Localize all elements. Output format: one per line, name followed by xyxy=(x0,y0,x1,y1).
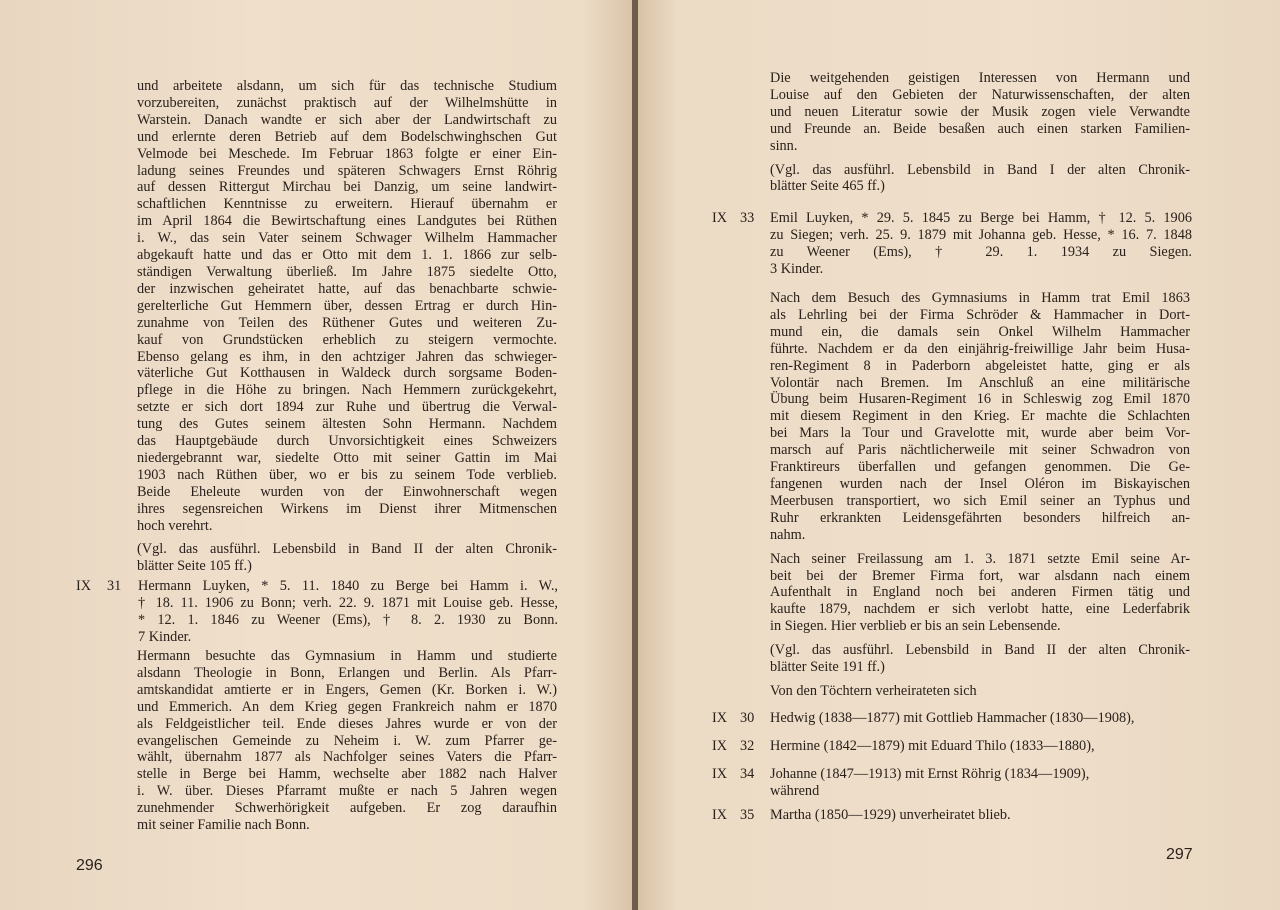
text-line: Hermann besuchte das Gymnasium in Hamm und studierte xyxy=(137,648,557,664)
text-line: in Siegen. Hier verblieb er bis an sein Lebensende. xyxy=(770,618,1061,635)
entry-text: Johanne (1847—1913) mit Ernst Röhrig (1834—1909), xyxy=(770,766,1090,782)
text-line: Beide Eheleute wurden von der Einwohnerschaft wegen xyxy=(137,483,557,500)
text-line: schaftlichen Kenntnisse zu erweitern. Hierauf übernahm er xyxy=(137,196,557,213)
text-line: blätter Seite 191 ff.) xyxy=(770,659,885,676)
text-line: Louise auf den Gebieten der Naturwissenschaften, der alten xyxy=(770,86,1190,103)
text-line: zu Weener (Ems), † 29. 1. 1934 zu Siegen. xyxy=(770,243,1192,260)
text-line: das Hauptgebäude durch Unvorsichtigkeit eines Schweizers xyxy=(137,433,557,450)
entry-generation: IX xyxy=(712,710,728,726)
entry-text: Hermine (1842—1879) mit Eduard Thilo (1833—1880), xyxy=(770,738,1095,754)
entry-generation: IX xyxy=(712,807,728,823)
text-line: vorzubereiten, zunächst praktisch auf der Wilhelmshütte in xyxy=(137,94,557,111)
text-line: kauf von Grundstücken erheblich zu steigern vermochte. xyxy=(137,331,557,348)
biography-paragraph xyxy=(770,290,1190,544)
text-line: fangenen wurden nach der Insel Oléron im Biskayischen xyxy=(770,475,1190,492)
text-line: mit diesem Regiment in den Krieg. Er machte die Schlachten xyxy=(770,408,1190,425)
biography-paragraph xyxy=(770,551,1190,636)
text-line: evangelischen Gemeinde zu Neheim i. W. zum Pfarrer ge- xyxy=(137,732,557,749)
text-line: abgekauft hatte und das er Otto mit dem 1. 1. 1866 zur selb- xyxy=(137,247,557,264)
text-line: † 18. 11. 1906 zu Bonn; verh. 22. 9. 1871 mit Louise geb. Hesse, xyxy=(138,594,558,611)
entry-text-continued: während xyxy=(770,782,820,799)
text-line: i. W. über. Dieses Pfarramt mußte er nach 5 Jahren wegen xyxy=(137,783,557,800)
left-text-column xyxy=(137,78,557,575)
text-line: Übung beim Husaren-Regiment 16 in Schleswig zog Emil 1870 xyxy=(770,391,1190,408)
text-line: 7 Kinder. xyxy=(138,628,192,645)
continuation-paragraph xyxy=(137,78,557,534)
text-line: Nach dem Besuch des Gymnasiums in Hamm trat Emil 1863 xyxy=(770,290,1190,306)
text-line: gerelterliche Gut Hemmern über, dessen Ertrag er durch Hin- xyxy=(137,297,557,314)
entry-heading xyxy=(138,578,558,646)
text-line: Aufenthalt in England noch bei anderen Firmen tätig und xyxy=(770,584,1190,601)
entry-text: Hedwig (1838—1877) mit Gottlieb Hammacher (1830—1908), xyxy=(770,710,1135,726)
text-line: wählt, übernahm 1877 als Nachfolger seines Vaters die Pfarr- xyxy=(137,749,557,766)
entry-generation: IX xyxy=(76,578,92,594)
text-line: (Vgl. das ausführl. Lebensbild in Band II der alten Chronik- xyxy=(770,642,1190,659)
entry-number: 35 xyxy=(740,807,755,823)
text-line: setzte er sich dort 1894 zur Ruhe und übertrug die Verwal- xyxy=(137,399,557,416)
text-line: Emil Luyken, * 29. 5. 1845 zu Berge bei Hamm, † 12. 5. 1906 xyxy=(770,210,1192,226)
entry-number: 31 xyxy=(107,578,122,594)
text-line: Ruhr erkrankten Leidensgefährten besonders hilfreich an- xyxy=(770,509,1190,526)
page-number: 297 xyxy=(1166,846,1193,863)
text-line: ihres segensreichen Wirkens im Dienst ihrer Mitmenschen xyxy=(137,500,557,517)
text-line: als Lehrling bei der Firma Schröder & Hammacher in Dort- xyxy=(770,306,1190,323)
right-page xyxy=(638,0,1280,910)
text-line: Hermann Luyken, * 5. 11. 1840 zu Berge bei Hamm i. W., xyxy=(138,578,558,594)
text-line: Velmode bei Meschede. Im Februar 1863 folgte er einer Ein- xyxy=(137,145,557,162)
text-line: beit bei der Bremer Firma fort, war alsdann nach einem xyxy=(770,567,1190,584)
text-line: Warstein. Danach wandte er sich aber der Landwirtschaft zu xyxy=(137,111,557,128)
text-line: amtskandidat amtierte er in Engers, Gemen (Kr. Borken i. W.) xyxy=(137,681,557,698)
entry-number: 34 xyxy=(740,766,755,782)
text-line: ren-Regiment 8 in Paderborn abgeleistet hatte, ging er als xyxy=(770,357,1190,374)
page-number: 296 xyxy=(76,857,103,874)
text-line: zu Siegen; verh. 25. 9. 1879 mit Johanna geb. Hesse, * 16. 7. 1848 xyxy=(770,226,1192,243)
text-line: ladung seines Freundes und späteren Schwagers Ernst Röhrig xyxy=(137,162,557,179)
entry-text: Martha (1850—1929) unverheiratet blieb. xyxy=(770,807,1011,823)
entry-number: 33 xyxy=(740,210,755,226)
entry-number: 30 xyxy=(740,710,755,726)
text-line: sinn. xyxy=(770,137,798,154)
text-line: Volontär nach Bremen. Im Anschluß an eine militärische xyxy=(770,374,1190,391)
text-line: kaufte 1879, nachdem er sich verlobt hatte, eine Lederfabrik xyxy=(770,601,1190,618)
text-line: stelle in Berge bei Hamm, wechselte aber 1882 nach Halver xyxy=(137,766,557,783)
biography-paragraph xyxy=(137,648,557,834)
daughters-intro: Von den Töchtern verheirateten sich xyxy=(770,682,977,699)
text-line: 1903 nach Rüthen über, wo er bis zu seinem Tode verblieb. xyxy=(137,466,557,483)
entry-generation: IX xyxy=(712,210,728,226)
entry-generation: IX xyxy=(712,766,728,782)
text-line: alsdann Theologie in Bonn, Erlangen und Berlin. Als Pfarr- xyxy=(137,664,557,681)
text-line: und Freunde an. Beide besaßen auch einen starken Familien- xyxy=(770,120,1190,137)
text-line: Franktireurs überfallen und gefangen genommen. Die Ge- xyxy=(770,459,1190,476)
text-line: zunahme von Teilen des Rüthener Gutes und weiteren Zu- xyxy=(137,314,557,331)
text-line: führte. Nachdem er da den einjährig-freiwillige Jahr beim Husa- xyxy=(770,340,1190,357)
text-line: blätter Seite 465 ff.) xyxy=(770,178,885,195)
reference-note xyxy=(137,541,557,575)
text-line: nahm. xyxy=(770,526,806,543)
text-line: i. W., das sein Vater seinem Schwager Wilhelm Hammacher xyxy=(137,230,557,247)
text-line: hoch verehrt. xyxy=(137,517,213,534)
text-line: und erlernte deren Betrieb auf dem Bodelschwinghschen Gut xyxy=(137,128,557,145)
reference-note xyxy=(770,642,1190,676)
text-line: Meerbusen transportiert, wo sich Emil seiner an Typhus und xyxy=(770,492,1190,509)
text-line: zunehmender Schwerhörigkeit aufgeben. Er zog daraufhin xyxy=(137,800,557,817)
left-page xyxy=(0,0,634,910)
entry-number: 32 xyxy=(740,738,755,754)
text-line: und Emmerich. An dem Krieg gegen Frankreich nahm er 1870 xyxy=(137,698,557,715)
entry-heading xyxy=(770,210,1192,278)
text-line: und neuen Literatur sowie der Musik zogen viele Verwandte xyxy=(770,103,1190,120)
text-line: Ebenso gelang es ihm, in den achtziger Jahren das schwieger- xyxy=(137,348,557,365)
text-line: der inzwischen geheiratet hatte, auf das benachbarte schwie- xyxy=(137,280,557,297)
reference-note xyxy=(770,162,1190,196)
text-line: ständigen Verwaltung überließ. Im Jahre 1875 siedelte Otto, xyxy=(137,263,557,280)
text-line: blätter Seite 105 ff.) xyxy=(137,558,252,575)
text-line: tung des Gutes seinem ältesten Sohn Hermann. Nachdem xyxy=(137,416,557,433)
text-line: und arbeitete alsdann, um sich für das technische Studium xyxy=(137,78,557,94)
right-text-column xyxy=(770,70,1190,195)
entry-generation: IX xyxy=(712,738,728,754)
text-line: väterliche Gut Kotthausen in Waldeck durch sorgsame Boden- xyxy=(137,365,557,382)
text-line: (Vgl. das ausführl. Lebensbild in Band II der alten Chronik- xyxy=(137,541,557,558)
text-line: bei Mars la Tour und Gravelotte mit, wurde aber beim Vor- xyxy=(770,425,1190,442)
text-line: 3 Kinder. xyxy=(770,260,824,277)
text-line: Die weitgehenden geistigen Interessen von Hermann und xyxy=(770,70,1190,86)
biography-text xyxy=(770,290,1190,700)
text-line: auf dessen Rittergut Mirchau bei Danzig, um seine landwirt- xyxy=(137,179,557,196)
text-line: als Feldgeistlicher teil. Ende dieses Jahres wurde er von der xyxy=(137,715,557,732)
text-line: niedergebrannt war, siedelte Otto mit seiner Gattin im Mai xyxy=(137,449,557,466)
text-line: mund ein, die damals sein Onkel Wilhelm Hammacher xyxy=(770,323,1190,340)
continuation-paragraph xyxy=(770,70,1190,155)
text-line: (Vgl. das ausführl. Lebensbild in Band I der alten Chronik- xyxy=(770,161,1190,178)
text-line: mit seiner Familie nach Bonn. xyxy=(137,817,310,834)
text-line: marsch auf Paris nächtlicherweile mit seiner Schwadron von xyxy=(770,442,1190,459)
text-line: pflege in die Höhe zu bringen. Nach Hemmern zurückgekehrt, xyxy=(137,382,557,399)
text-line: * 12. 1. 1846 zu Weener (Ems), † 8. 2. 1930 zu Bonn. xyxy=(138,611,558,628)
text-line: im April 1864 die Bewirtschaftung eines Landgutes bei Rüthen xyxy=(137,213,557,230)
text-line: Nach seiner Freilassung am 1. 3. 1871 setzte Emil seine Ar- xyxy=(770,550,1190,567)
